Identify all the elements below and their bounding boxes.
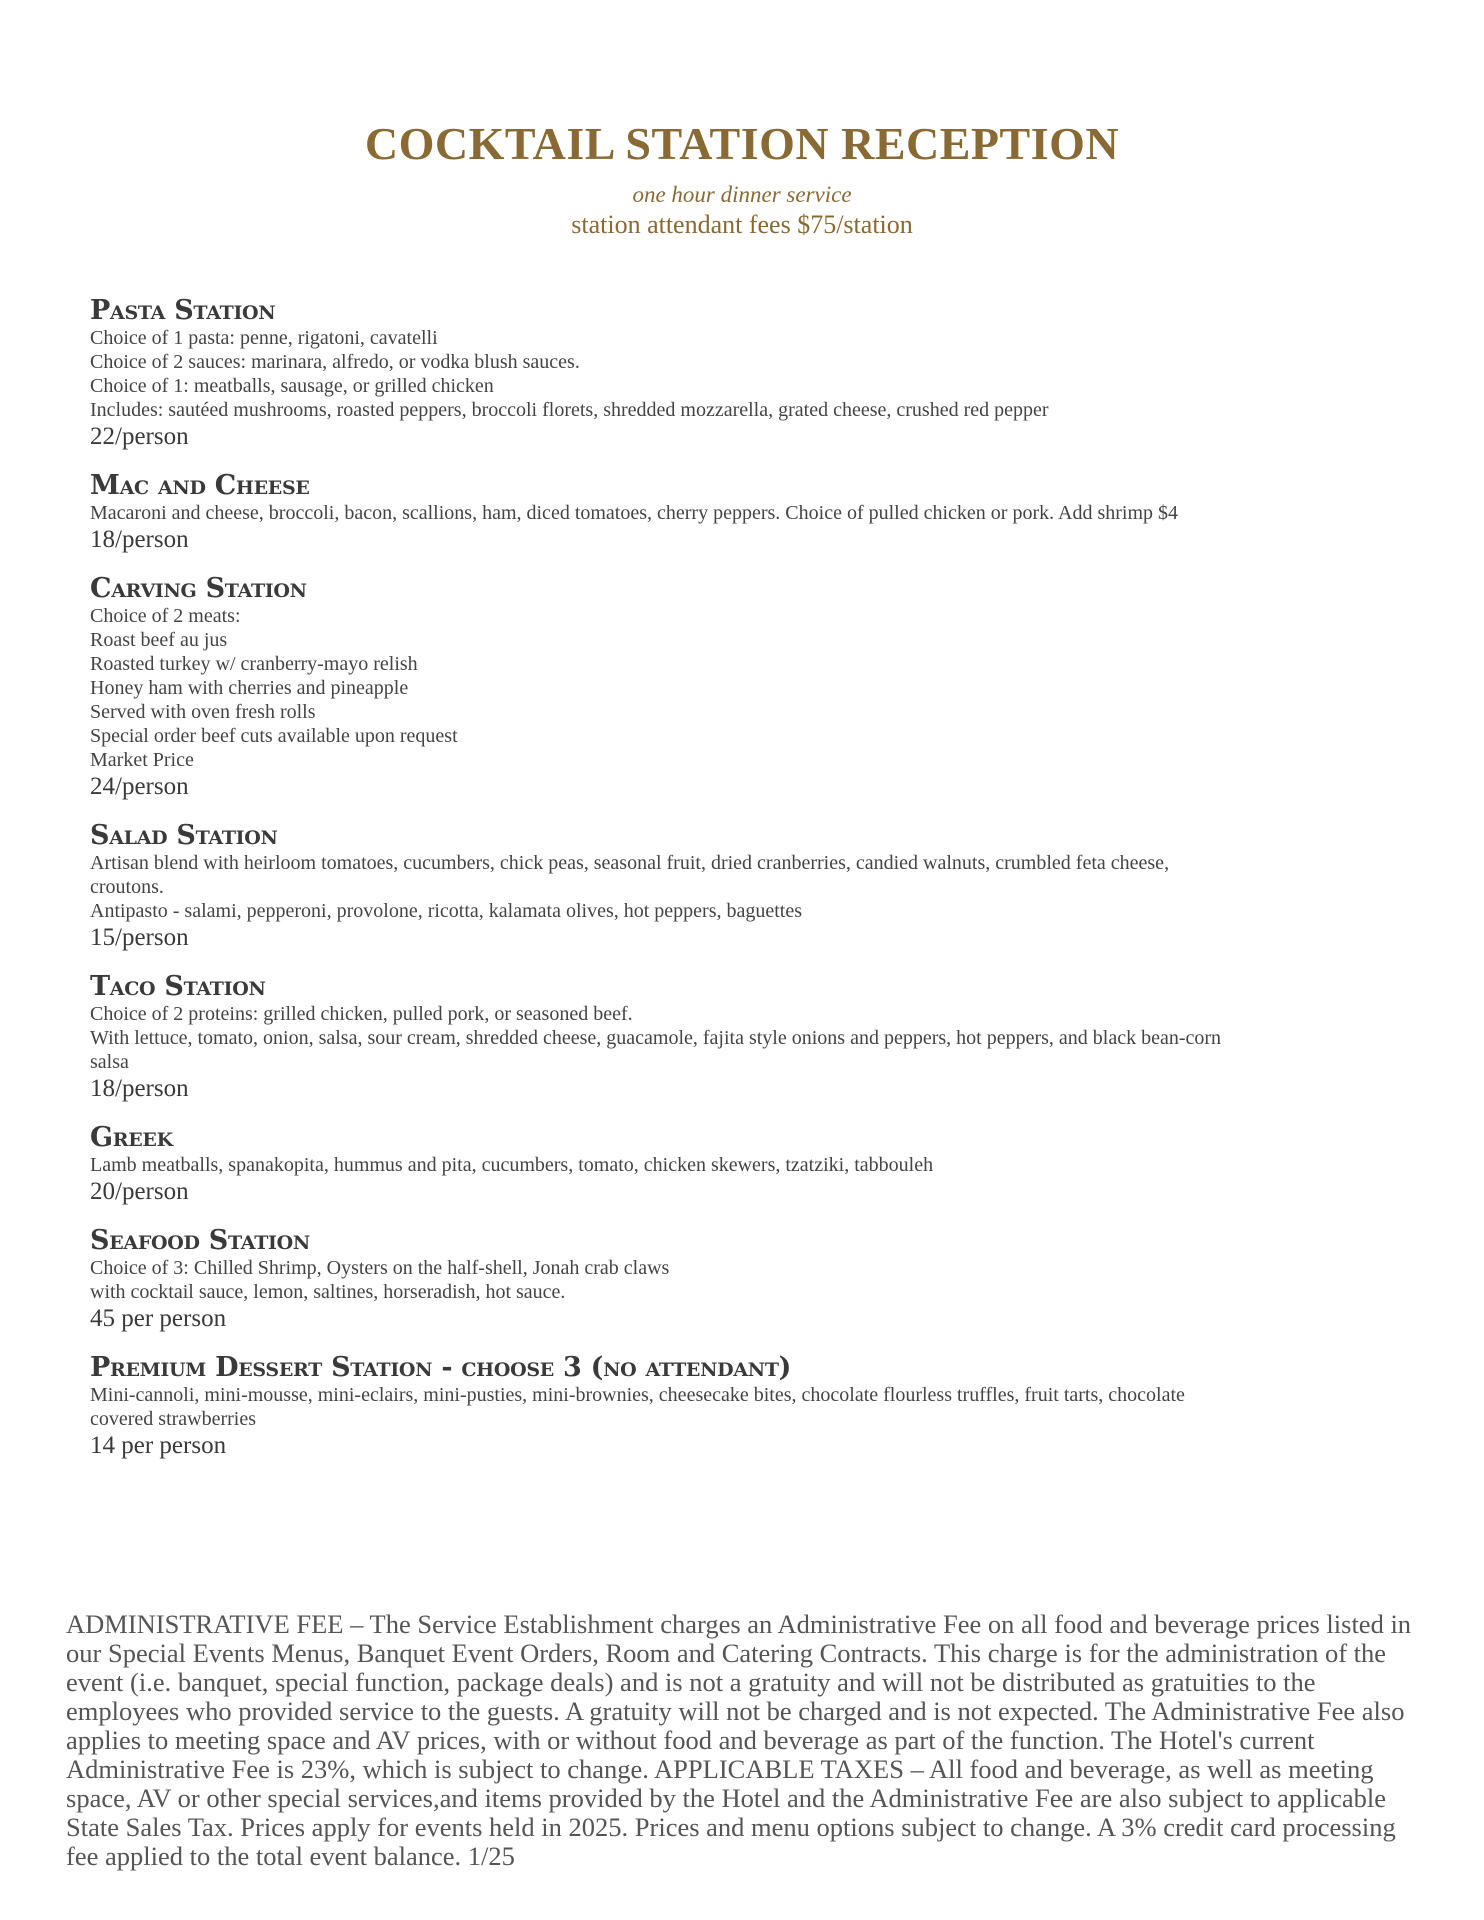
station-line: Choice of 2 meats: [90,605,241,627]
station-line: Roasted turkey w/ cranberry-mayo relish [90,653,418,675]
station-line: Macaroni and cheese, broccoli, bacon, scallions, ham, diced tomatoes, cherry peppers. Choice of pulled chicken or pork. Add shrimp $4 [90,502,1178,524]
station-line: Served with oven fresh rolls [90,701,316,723]
page-subtitle: one hour dinner service [632,182,852,207]
station-line: covered strawberries [90,1408,257,1430]
station-name: Salad Station [90,820,278,851]
station-price: 18/person [90,526,189,553]
station-line: Choice of 1: meatballs, sausage, or grilled chicken [90,375,494,397]
station-price: 24/person [90,773,189,800]
station-name: Seafood Station [90,1225,310,1256]
station-line: With lettuce, tomato, onion, salsa, sour cream, shredded cheese, guacamole, fajita style onions and peppers, hot peppers, and black bean-corn [90,1027,1222,1049]
station-line: Special order beef cuts available upon request [90,725,458,747]
station-greek [90,1123,1420,1207]
station-line: Honey ham with cherries and pineapple [90,677,409,699]
station-price: 14 per person [90,1432,227,1459]
station-price: 18/person [90,1075,189,1102]
station-list [90,296,1420,1480]
station-premium-dessert [90,1353,1420,1461]
station-carving [90,574,1420,802]
station-line: Lamb meatballs, spanakopita, hummus and pita, cucumbers, tomato, chicken skewers, tzatziki, tabbouleh [90,1154,934,1176]
station-price: 15/person [90,924,189,951]
station-line: Choice of 3: Chilled Shrimp, Oysters on the half-shell, Jonah crab claws [90,1257,670,1279]
station-salad [90,821,1420,953]
station-line: Includes: sautéed mushrooms, roasted peppers, broccoli florets, shredded mozzarella, grated cheese, crushed red pepper [90,399,1049,421]
station-line: Choice of 2 proteins: grilled chicken, pulled pork, or seasoned beef. [90,1003,633,1025]
station-seafood [90,1226,1420,1334]
page-title: COCKTAIL STATION RECEPTION [364,118,1120,169]
attendant-fee-note: station attendant fees $75/station [571,210,913,239]
station-line: Market Price [90,749,194,771]
station-name: Greek [90,1122,173,1153]
station-line: croutons. [90,876,164,898]
station-line: Choice of 1 pasta: penne, rigatoni, cavatelli [90,327,438,349]
station-name: Pasta Station [90,295,276,326]
station-name: Premium Dessert Station - choose 3 (no attendant) [90,1352,792,1383]
station-pasta [90,296,1420,452]
station-line: Antipasto - salami, pepperoni, provolone, ricotta, kalamata olives, hot peppers, baguettes [90,900,803,922]
station-mac-and-cheese [90,471,1420,555]
station-name: Mac and Cheese [90,470,310,501]
station-line: with cocktail sauce, lemon, saltines, horseradish, hot sauce. [90,1281,566,1303]
station-price: 20/person [90,1178,189,1205]
station-line: salsa [90,1051,129,1073]
station-line: Roast beef au jus [90,629,228,651]
station-line: Artisan blend with heirloom tomatoes, cucumbers, chick peas, seasonal fruit, dried cranberries, candied walnuts, crumbled feta cheese, [90,852,1170,874]
page-header [0,116,1484,240]
station-price: 22/person [90,423,189,450]
station-line: Mini-cannoli, mini-mousse, mini-eclairs, mini-pusties, mini-brownies, cheesecake bites, chocolate flourless truffles, fruit tarts, chocolate [90,1384,1185,1406]
station-line: Choice of 2 sauces: marinara, alfredo, or vodka blush sauces. [90,351,580,373]
station-name: Carving Station [90,573,307,604]
station-taco [90,972,1420,1104]
administrative-fee-notice: ADMINISTRATIVE FEE – The Service Establishment charges an Administrative Fee on all food and beverage prices listed in our Special Events Menus, Banquet Event Orders, Room and Catering Contracts. This charge is for the administration of the event (i.e. banquet, special function, package deals) and is not a gratuity and will not be distributed as gratuities to the employees who provided service to the guests. A gratuity will not be charged and is not expected. The Administrative Fee also applies to meeting space and AV prices, with or without food and beverage as part of the function. The Hotel's current Administrative Fee is 23%, which is subject to change. APPLICABLE TAXES – All food and beverage, as well as meeting space, AV or other special services,and items provided by the Hotel and the Administrative Fee are also subject to applicable State Sales Tax. Prices apply for events held in 2025. Prices and menu options subject to change. A 3% credit card processing fee applied to the total event balance. 1/25 [66,1609,1412,1871]
station-name: Taco Station [90,971,266,1002]
station-price: 45 per person [90,1305,227,1332]
